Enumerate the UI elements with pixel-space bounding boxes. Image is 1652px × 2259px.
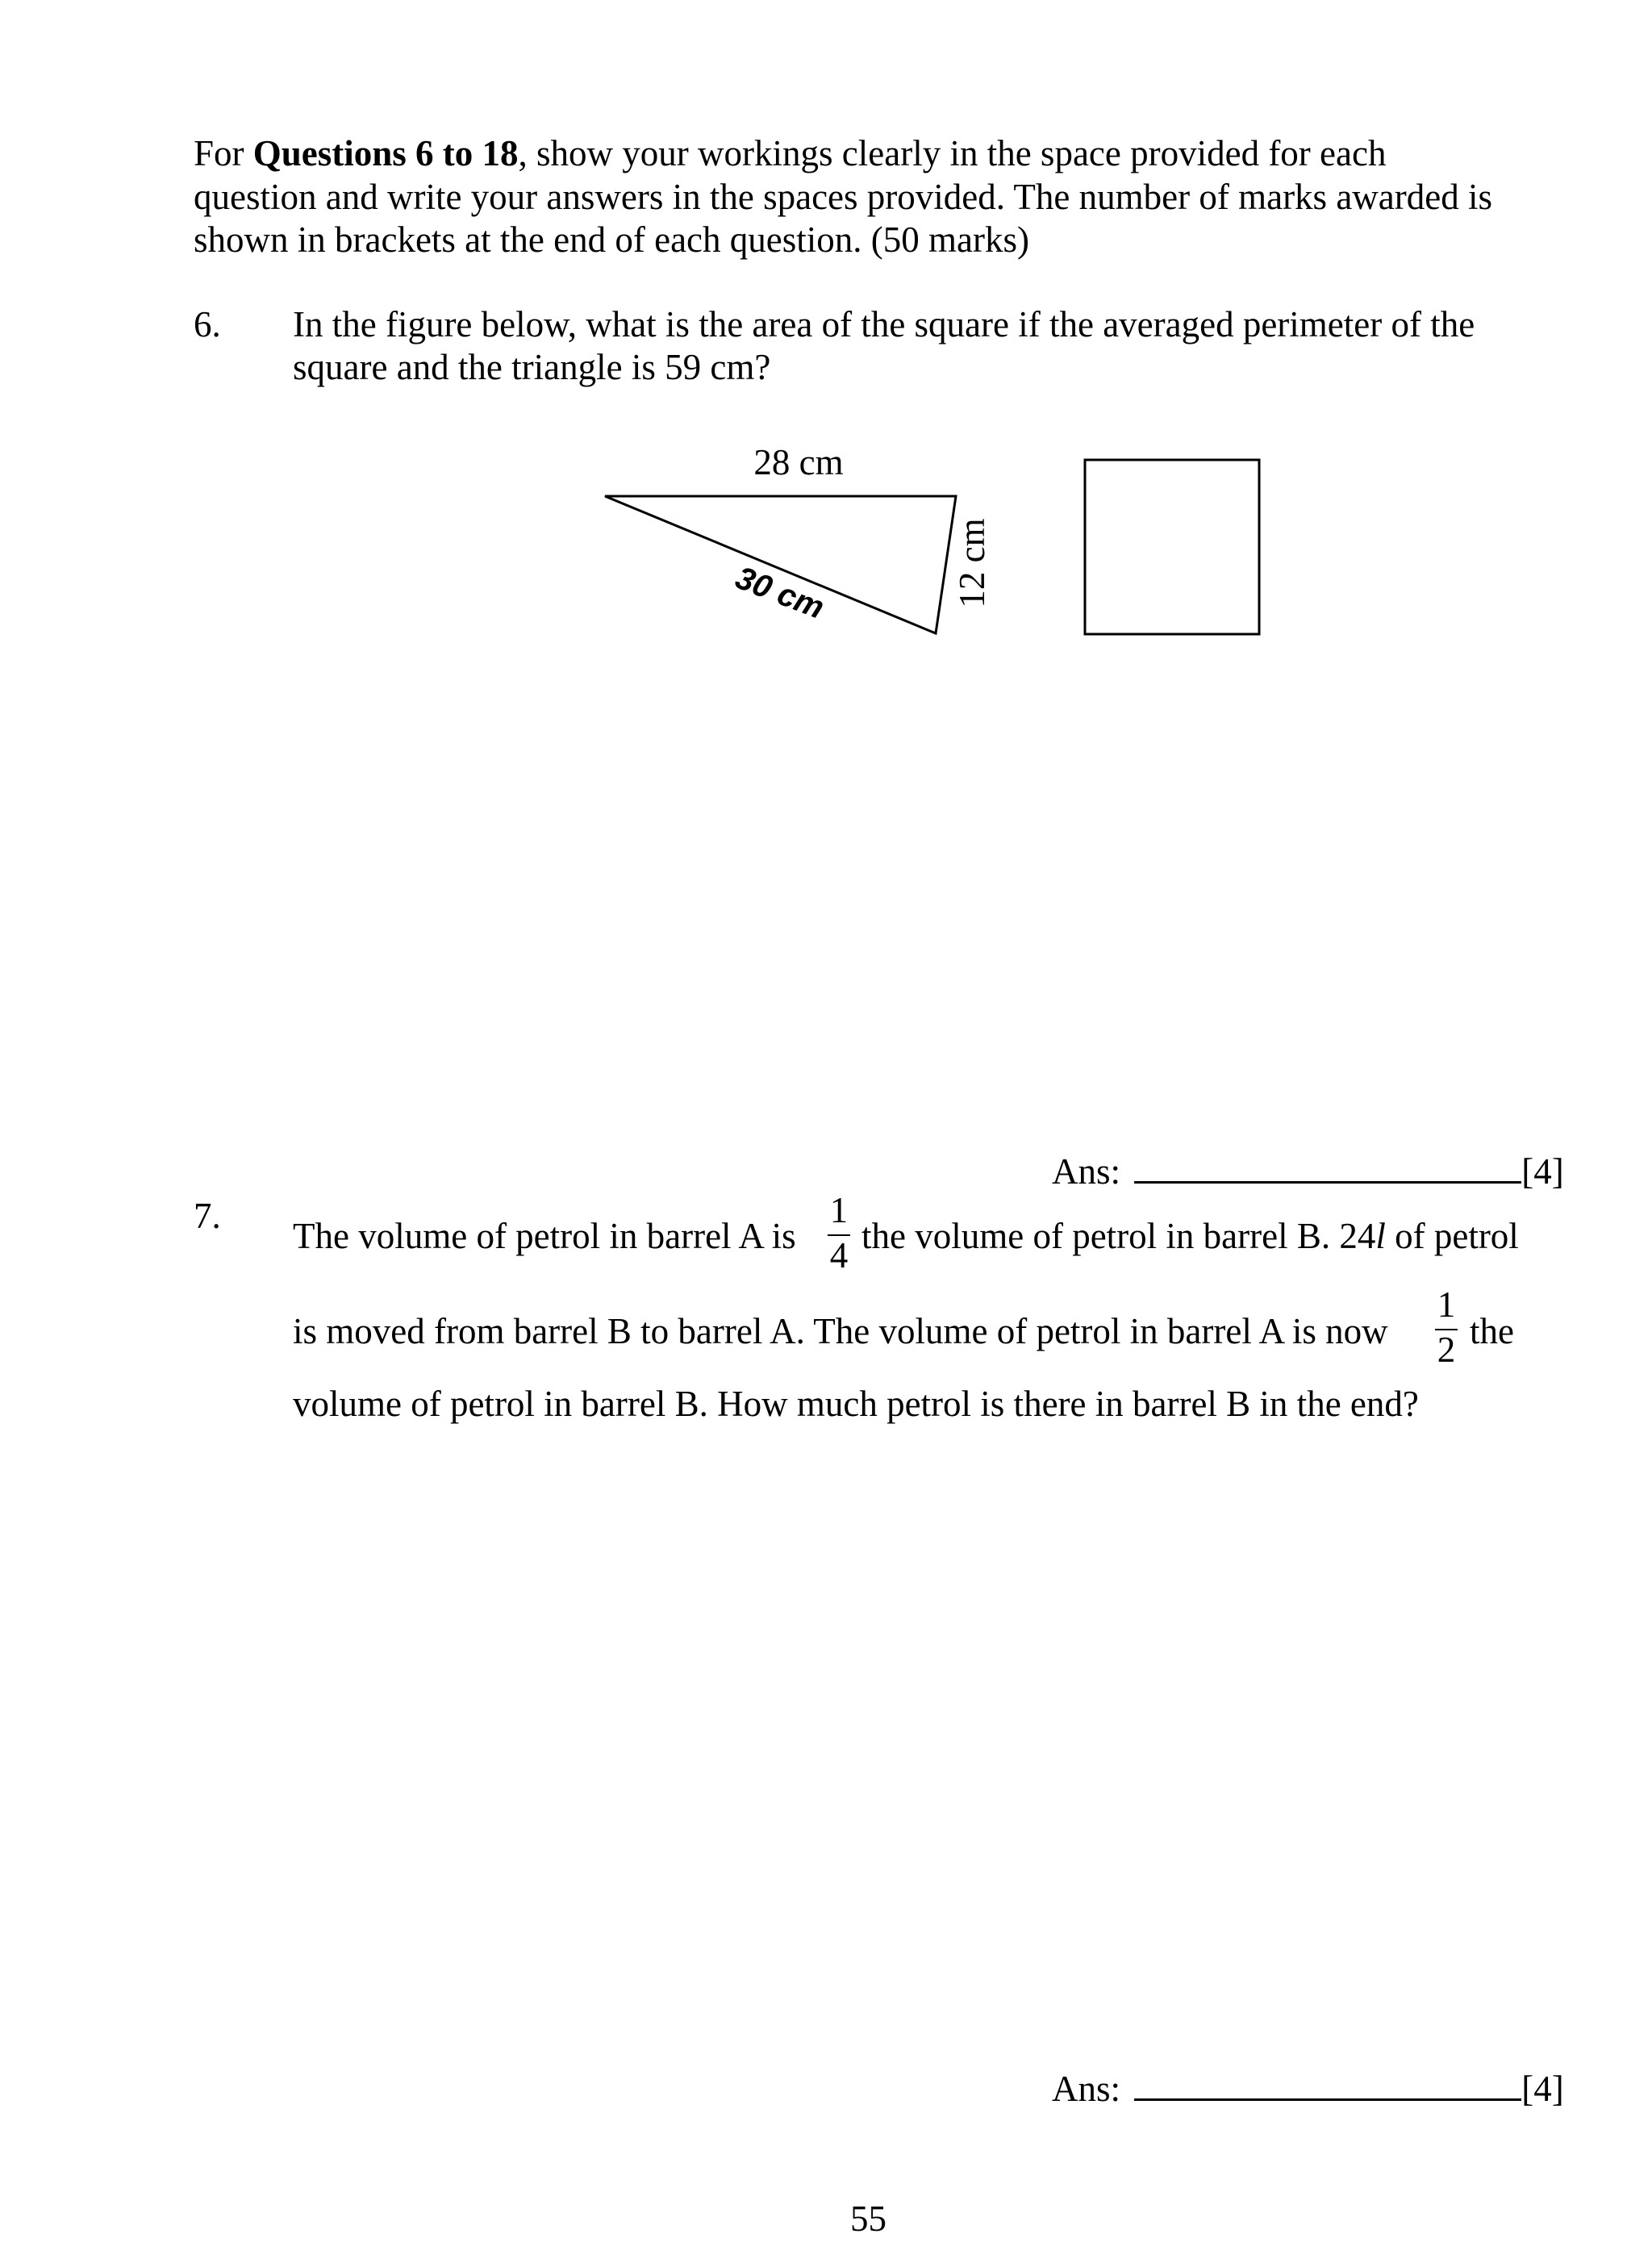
triangle-shape — [605, 496, 956, 633]
instructions-bold: Questions 6 to 18 — [252, 133, 519, 173]
question-7-line-2a: is moved from barrel B to barrel A. The volume of petrol in barrel A is now — [293, 1311, 1388, 1351]
fraction-one-half: 1 2 — [1430, 1287, 1462, 1376]
question-6-ans-label: Ans: — [1052, 1151, 1121, 1192]
question-6-line-1: In the figure below, what is the area of the square if the averaged perimeter of the — [293, 304, 1475, 344]
question-6-number: 6. — [194, 304, 221, 344]
question-6-answer-field[interactable] — [1134, 1150, 1521, 1184]
question-7-line-3: volume of petrol in barrel B. How much petrol is there in barrel B in the end? — [293, 1384, 1419, 1424]
question-7-number: 7. — [194, 1196, 221, 1236]
question-7-marks: [4] — [1521, 2069, 1564, 2109]
triangle-side-label: 12 cm — [952, 518, 992, 608]
question-6-answer-row — [1052, 1150, 1564, 1193]
question-6-figure — [565, 428, 1291, 662]
litre-unit: l — [1375, 1216, 1386, 1256]
triangle-hypotenuse-label: 30 cm — [730, 560, 829, 626]
question-7-ans-label: Ans: — [1052, 2069, 1121, 2109]
instructions-line-2: question and write your answers in the spaces provided. The number of marks awarded is — [194, 177, 1492, 217]
question-7-line-1a: The volume of petrol in barrel A is — [293, 1216, 796, 1256]
question-6-marks: [4] — [1521, 1151, 1564, 1192]
question-7-line-2b: the — [1470, 1311, 1514, 1351]
page-number: 55 — [850, 2198, 886, 2239]
instructions-line-3: shown in brackets at the end of each question. (50 marks) — [194, 219, 1029, 260]
question-7-answer-field[interactable] — [1134, 2068, 1521, 2101]
fraction-one-quarter: 1 4 — [823, 1192, 855, 1281]
instructions-line-1: For Questions 6 to 18, show your workings clearly in the space provided for each — [194, 133, 1387, 173]
question-6-line-2: square and the triangle is 59 cm? — [293, 347, 771, 387]
square-shape — [1085, 460, 1259, 634]
question-7-line-1b: the volume of petrol in barrel B. 24l of petrol — [861, 1216, 1519, 1256]
question-7-answer-row — [1052, 2067, 1564, 2111]
triangle-top-label: 28 cm — [753, 442, 844, 482]
